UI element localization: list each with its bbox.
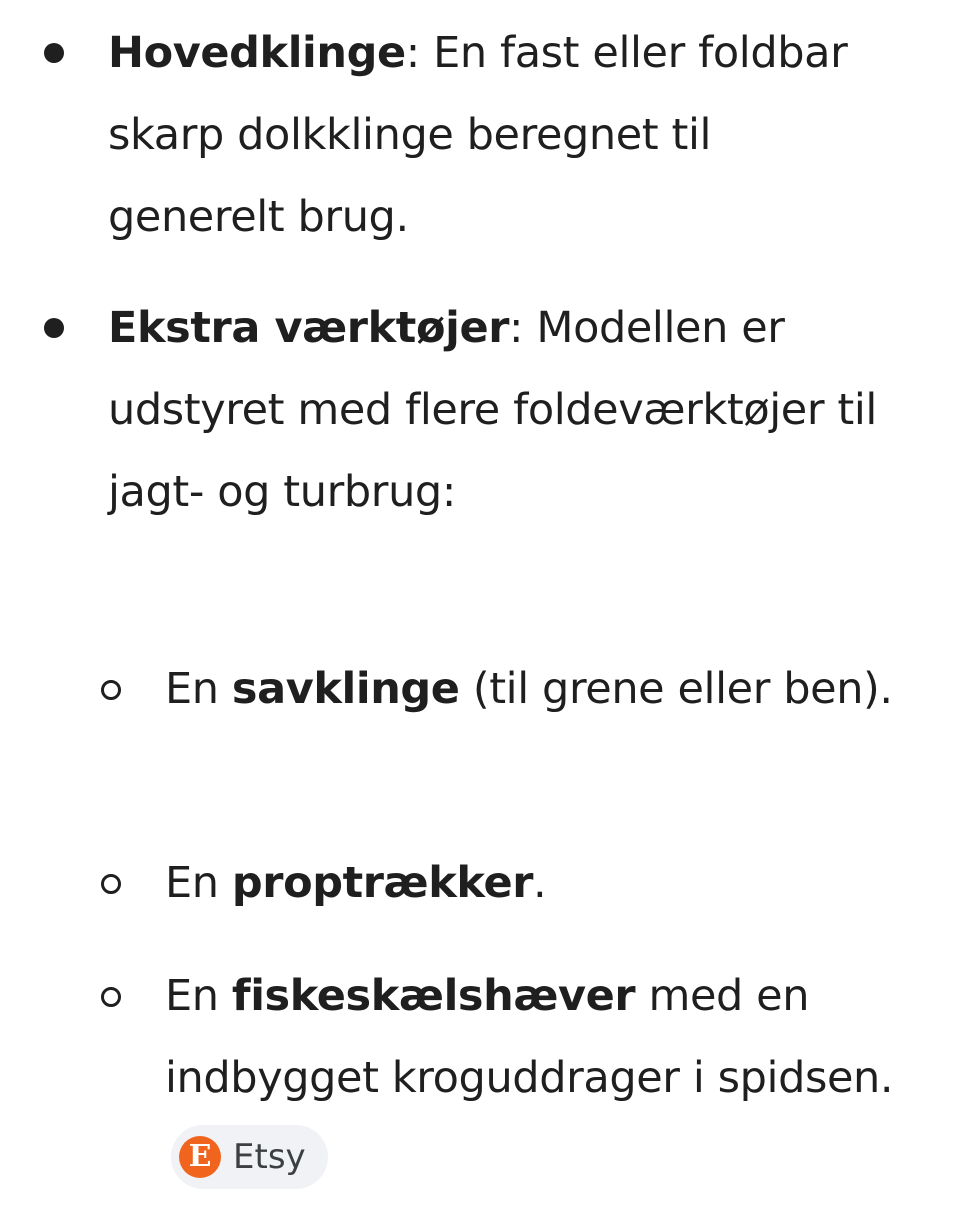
source-chip-label: Etsy	[233, 1136, 306, 1177]
sub-item-term: fiskeskælshæver	[231, 971, 636, 1021]
sub-item-post: med en indbygget kroguddrager i spidsen.	[165, 971, 894, 1103]
sub-item-term: savklinge	[231, 664, 460, 714]
list-item-separator: :	[509, 303, 524, 353]
list-item	[108, 12, 888, 258]
etsy-logo-icon: E	[179, 1136, 221, 1178]
bullet-circle-icon	[101, 987, 121, 1007]
sub-list-item	[165, 648, 925, 730]
bullet-circle-icon	[101, 680, 121, 700]
list-item-term: Ekstra værktøjer	[108, 303, 510, 353]
bullet-disc-icon	[44, 318, 64, 338]
list-item-text: En fast eller foldbar skarp dolkklinge beregnet til generelt brug.	[108, 28, 848, 242]
sub-item-post: (til grene eller ben).	[459, 664, 893, 714]
sub-item-post: .	[533, 858, 547, 908]
list-item	[108, 287, 908, 533]
bullet-circle-icon	[101, 874, 121, 894]
sub-list-item	[165, 842, 925, 924]
list-item-term: Hovedklinge	[108, 28, 406, 78]
source-chip-etsy[interactable]	[171, 1125, 328, 1189]
sub-item-term: proptrækker	[231, 858, 534, 908]
sub-list-item	[165, 955, 925, 1201]
bullet-disc-icon	[44, 43, 64, 63]
sub-item-pre: En	[165, 858, 232, 908]
list-item-text: Modellen er udstyret med flere foldeværktøjer til jagt- og turbrug:	[108, 303, 877, 517]
sub-item-pre: En	[165, 664, 232, 714]
list-item-separator: :	[405, 28, 420, 78]
sub-item-pre: En	[165, 971, 232, 1021]
